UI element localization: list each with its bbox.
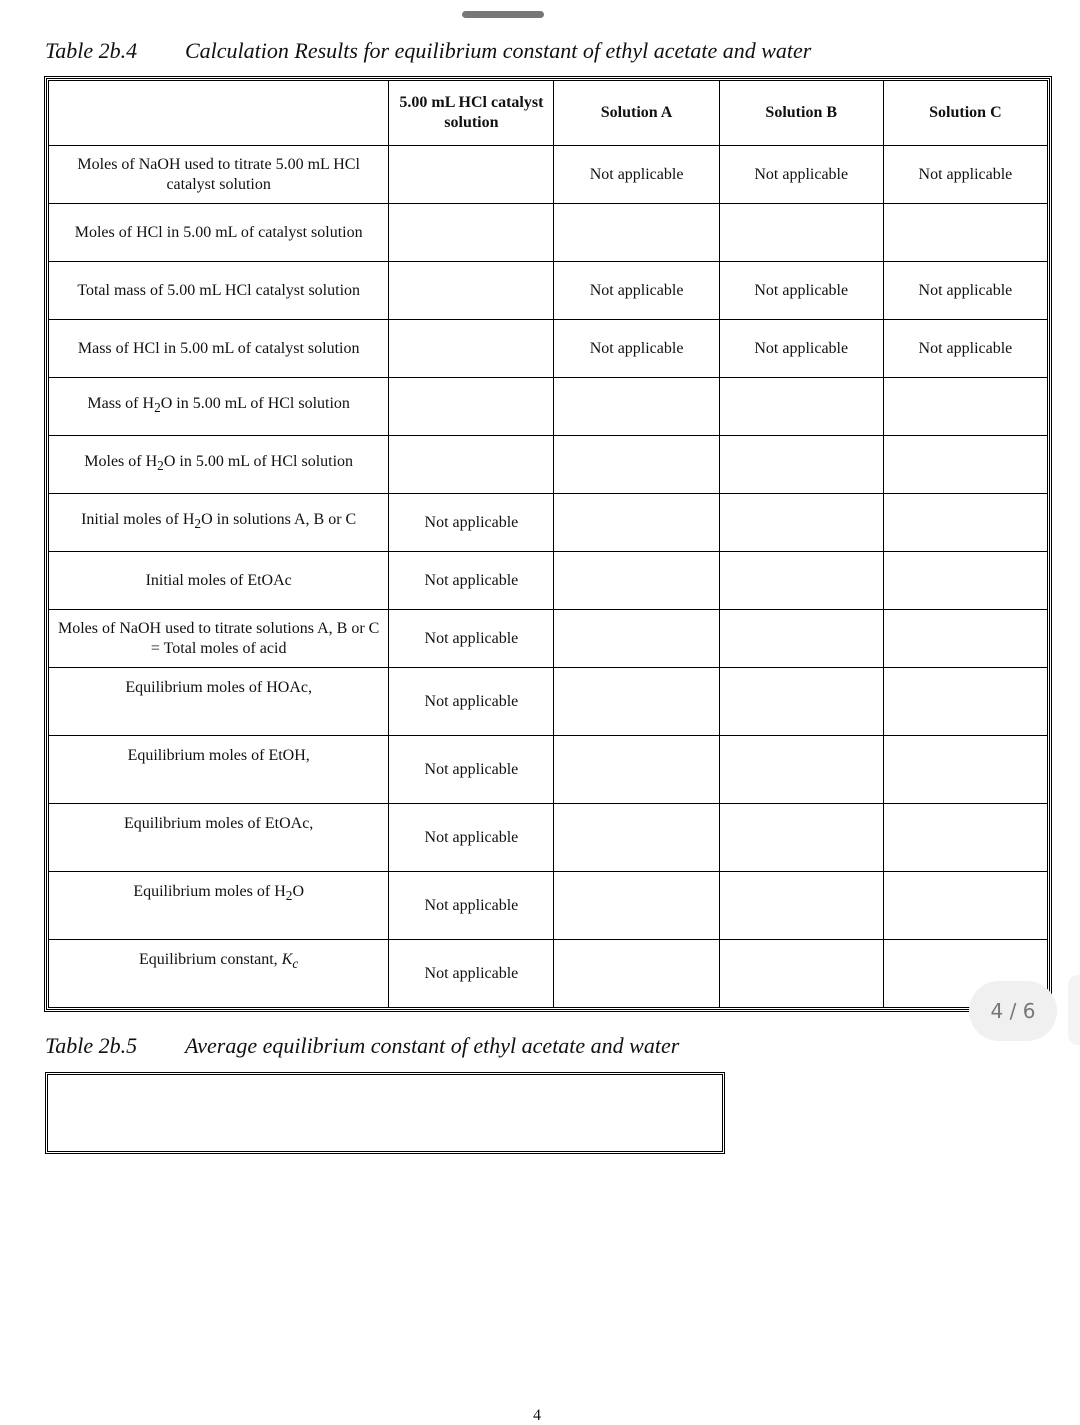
table-row (49, 320, 1048, 378)
empty-cell (554, 872, 719, 940)
table-row (49, 552, 1048, 610)
header-cell: Solution C (883, 81, 1047, 146)
empty-cell (389, 320, 554, 378)
not-applicable-cell: Not applicable (389, 872, 554, 940)
empty-cell (883, 204, 1047, 262)
not-applicable-cell: Not applicable (389, 668, 554, 736)
empty-cell (883, 494, 1047, 552)
label-text: O in 5.00 mL of HCl solution (163, 453, 354, 471)
empty-cell (389, 436, 554, 494)
not-applicable-cell: Not applicable (719, 262, 883, 320)
label-text: Equilibrium moles of EtOAc, (124, 815, 314, 832)
not-applicable-cell: Not applicable (389, 736, 554, 804)
empty-cell (719, 872, 883, 940)
empty-cell (389, 204, 554, 262)
row-label (49, 668, 389, 736)
header-cell: Solution B (719, 81, 883, 146)
empty-cell (719, 940, 883, 1008)
empty-cell (389, 378, 554, 436)
label-text: 2 (194, 516, 202, 532)
header-row (49, 81, 1048, 146)
not-applicable-cell: Not applicable (554, 262, 719, 320)
row-label (49, 804, 389, 872)
label-text: O in solutions A, B or C (201, 511, 357, 529)
not-applicable-cell: Not applicable (883, 262, 1047, 320)
row-label (49, 204, 389, 262)
empty-cell (883, 378, 1047, 436)
table-caption (45, 38, 811, 64)
empty-cell (554, 494, 719, 552)
empty-cell (554, 204, 719, 262)
header-cell: 5.00 mL HCl catalyst solution (389, 81, 554, 146)
label-text: Equilibrium constant, (139, 951, 282, 968)
table-row (49, 668, 1048, 736)
table-row (49, 436, 1048, 494)
label-text: Equilibrium moles of H (133, 883, 286, 900)
table-title: Calculation Results for equilibrium constant of ethyl acetate and water (185, 38, 812, 63)
label-text: Moles of NaOH used to titrate solutions A, B or C = Total moles of acid (58, 619, 380, 657)
not-applicable-cell: Not applicable (389, 610, 554, 668)
not-applicable-cell: Not applicable (389, 940, 554, 1008)
table-row (49, 872, 1048, 940)
average-kc-table (45, 1072, 725, 1154)
table-row (49, 262, 1048, 320)
calculation-results-table (44, 76, 1052, 1012)
row-label (49, 320, 389, 378)
table-row (49, 146, 1048, 204)
label-text: Mass of HCl in 5.00 mL of catalyst solution (77, 339, 360, 357)
empty-cell (883, 436, 1047, 494)
page-number: 4 (533, 1407, 541, 1424)
table-row (49, 204, 1048, 262)
row-label (49, 872, 389, 940)
not-applicable-cell: Not applicable (389, 804, 554, 872)
empty-cell (389, 146, 554, 204)
empty-cell (554, 736, 719, 804)
side-scroll-handle[interactable] (1068, 975, 1080, 1045)
not-applicable-cell: Not applicable (389, 552, 554, 610)
not-applicable-cell: Not applicable (389, 494, 554, 552)
row-label (49, 494, 389, 552)
label-text: Initial moles of H (81, 511, 195, 529)
empty-cell (719, 552, 883, 610)
not-applicable-cell: Not applicable (719, 320, 883, 378)
table-number: Table 2b.5 (45, 1033, 138, 1058)
table-row (49, 940, 1048, 1008)
row-label (49, 262, 389, 320)
label-text: Moles of HCl in 5.00 mL of catalyst solution (74, 223, 363, 241)
row-label (49, 378, 389, 436)
empty-cell (554, 610, 719, 668)
label-text: K (281, 951, 293, 968)
label-text: Equilibrium moles of HOAc, (125, 679, 312, 696)
table-number: Table 2b.4 (45, 38, 138, 63)
empty-cell (719, 668, 883, 736)
label-text: O in 5.00 mL of HCl solution (160, 395, 350, 413)
empty-cell (883, 610, 1047, 668)
row-label (49, 436, 389, 494)
drag-handle[interactable] (462, 11, 544, 18)
empty-cell (554, 436, 719, 494)
empty-cell (883, 668, 1047, 736)
empty-cell (719, 378, 883, 436)
row-label (49, 146, 389, 204)
empty-cell (883, 736, 1047, 804)
empty-cell (883, 804, 1047, 872)
not-applicable-cell: Not applicable (883, 320, 1047, 378)
empty-cell (719, 494, 883, 552)
table-caption (45, 1033, 679, 1059)
row-label (49, 552, 389, 610)
label-text: Total mass of 5.00 mL HCl catalyst solution (77, 281, 361, 299)
row-label (49, 610, 389, 668)
row-label (49, 940, 389, 1008)
header-cell (49, 81, 389, 146)
table-row (49, 610, 1048, 668)
label-text: Initial moles of EtOAc (145, 571, 292, 589)
label-text: 2 (285, 888, 293, 904)
label-text: O (292, 883, 304, 900)
empty-cell (883, 552, 1047, 610)
empty-cell (554, 668, 719, 736)
not-applicable-cell: Not applicable (554, 320, 719, 378)
not-applicable-cell: Not applicable (719, 146, 883, 204)
label-text: c (292, 956, 299, 972)
row-label (49, 736, 389, 804)
table-row (49, 804, 1048, 872)
table-title: Average equilibrium constant of ethyl acetate and water (185, 1033, 680, 1058)
label-text: Equilibrium moles of EtOH, (127, 747, 310, 764)
label-text: Moles of H (84, 453, 158, 471)
empty-cell (719, 610, 883, 668)
label-text: 2 (157, 458, 164, 474)
header-cell: Solution A (554, 81, 719, 146)
empty-cell (719, 436, 883, 494)
label-text: 2 (154, 400, 161, 416)
empty-cell (719, 204, 883, 262)
not-applicable-cell: Not applicable (554, 146, 719, 204)
empty-cell (554, 940, 719, 1008)
label-text: Moles of NaOH used to titrate 5.00 mL HCl catalyst solution (77, 155, 360, 193)
label-text: Mass of H (87, 395, 155, 413)
not-applicable-cell: Not applicable (883, 146, 1047, 204)
table-row (49, 736, 1048, 804)
empty-cell (719, 804, 883, 872)
empty-cell (554, 378, 719, 436)
empty-cell (554, 552, 719, 610)
empty-cell (719, 736, 883, 804)
table-row (49, 378, 1048, 436)
empty-cell (554, 804, 719, 872)
empty-cell (389, 262, 554, 320)
table-row (49, 494, 1048, 552)
empty-cell (883, 872, 1047, 940)
page-indicator: 4 / 6 (969, 981, 1057, 1041)
